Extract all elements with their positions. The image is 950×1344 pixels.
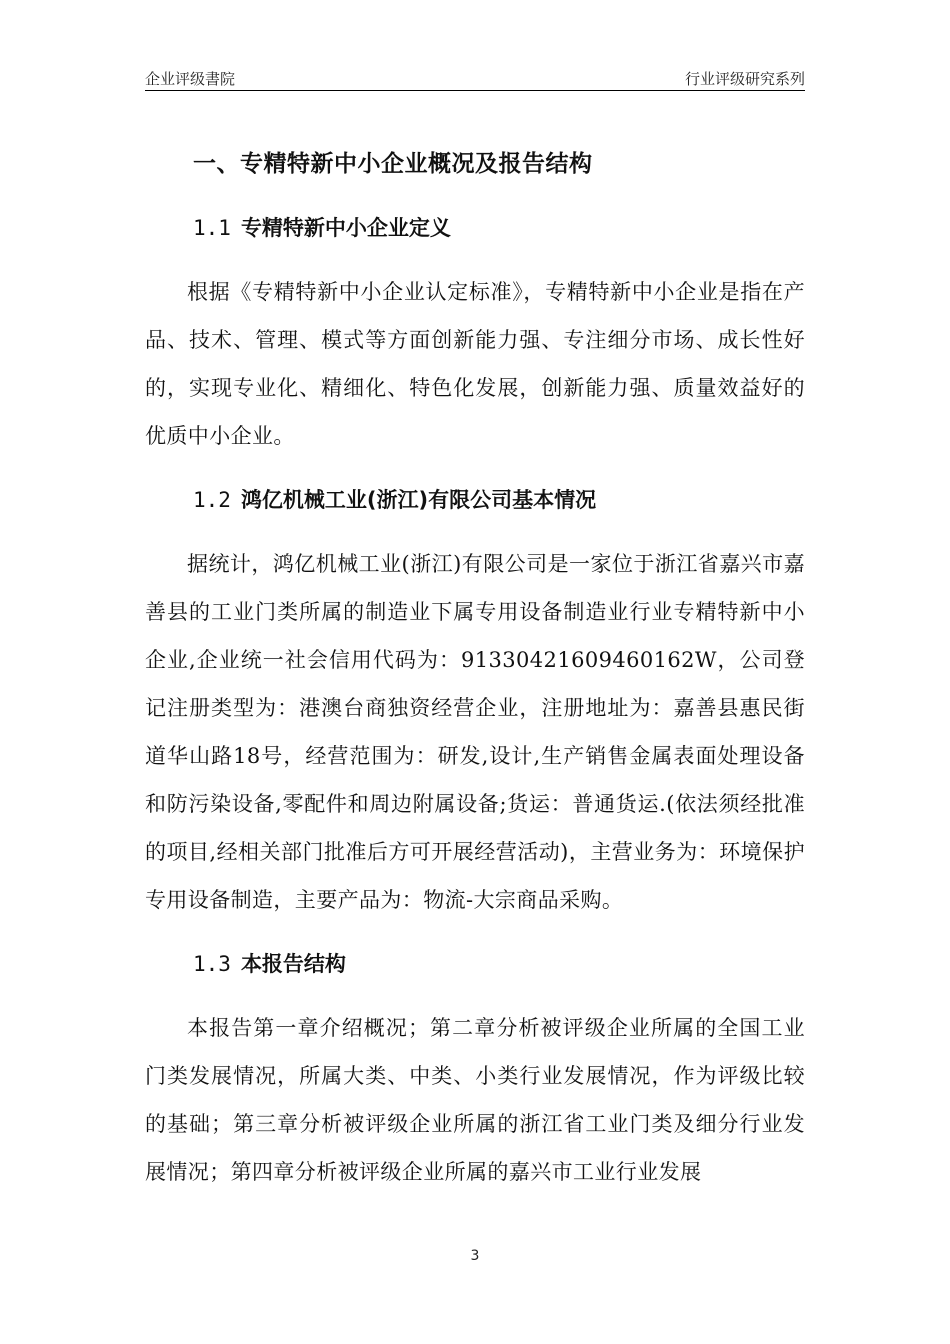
section-title: 鸿亿机械工业(浙江)有限公司基本情况 — [240, 488, 597, 512]
section-number: 1.3 — [193, 952, 231, 976]
header-left-text: 企业评级書院 — [145, 70, 236, 88]
section-number: 1.1 — [193, 216, 231, 240]
chapter-title: 一、专精特新中小企业概况及报告结构 — [193, 151, 593, 177]
header-right-text: 行业评级研究系列 — [684, 70, 805, 88]
section-paragraph-1-2: 据统计，鸿亿机械工业(浙江)有限公司是一家位于浙江省嘉兴市嘉善县的工业门类所属的制造业下属专用设备制造业行业专精特新中小企业,企业统一社会信用代码为：91330421609460162W，公司登记注册类型为：港澳台商独资经营企业，注册地址为：嘉善县惠民街道华山路18号，经营范围为：研发,设计,生产销售金属表面处理设备和防污染设备,零配件和周边附属设备;货运：普通货运.(依法须经批准的项目,经相关部门批准后方可开展经营活动)，主营业务为：环境保护专用设备制造，主要产品为：物流-大宗商品采购。 — [145, 552, 805, 912]
page-number: 3 — [470, 1248, 480, 1264]
section-title: 本报告结构 — [240, 952, 346, 976]
page-header — [145, 62, 805, 91]
section-title: 专精特新中小企业定义 — [240, 216, 451, 240]
section-paragraph-1-3: 本报告第一章介绍概况；第二章分析被评级企业所属的全国工业门类发展情况，所属大类、中类、小类行业发展情况，作为评级比较的基础；第三章分析被评级企业所属的浙江省工业门类及细分行业发展情况；第四章分析被评级企业所属的嘉兴市工业行业发展 — [145, 1016, 805, 1184]
section-number: 1.2 — [193, 488, 231, 512]
section-heading-1-3 — [145, 940, 805, 988]
section-paragraph-1-1: 根据《专精特新中小企业认定标准》，专精特新中小企业是指在产品、技术、管理、模式等方面创新能力强、专注细分市场、成长性好的，实现专业化、精细化、特色化发展，创新能力强、质量效益好的优质中小企业。 — [145, 280, 805, 448]
section-heading-1-2 — [145, 476, 805, 524]
document-body — [145, 140, 805, 1196]
section-heading-1-1 — [145, 204, 805, 252]
